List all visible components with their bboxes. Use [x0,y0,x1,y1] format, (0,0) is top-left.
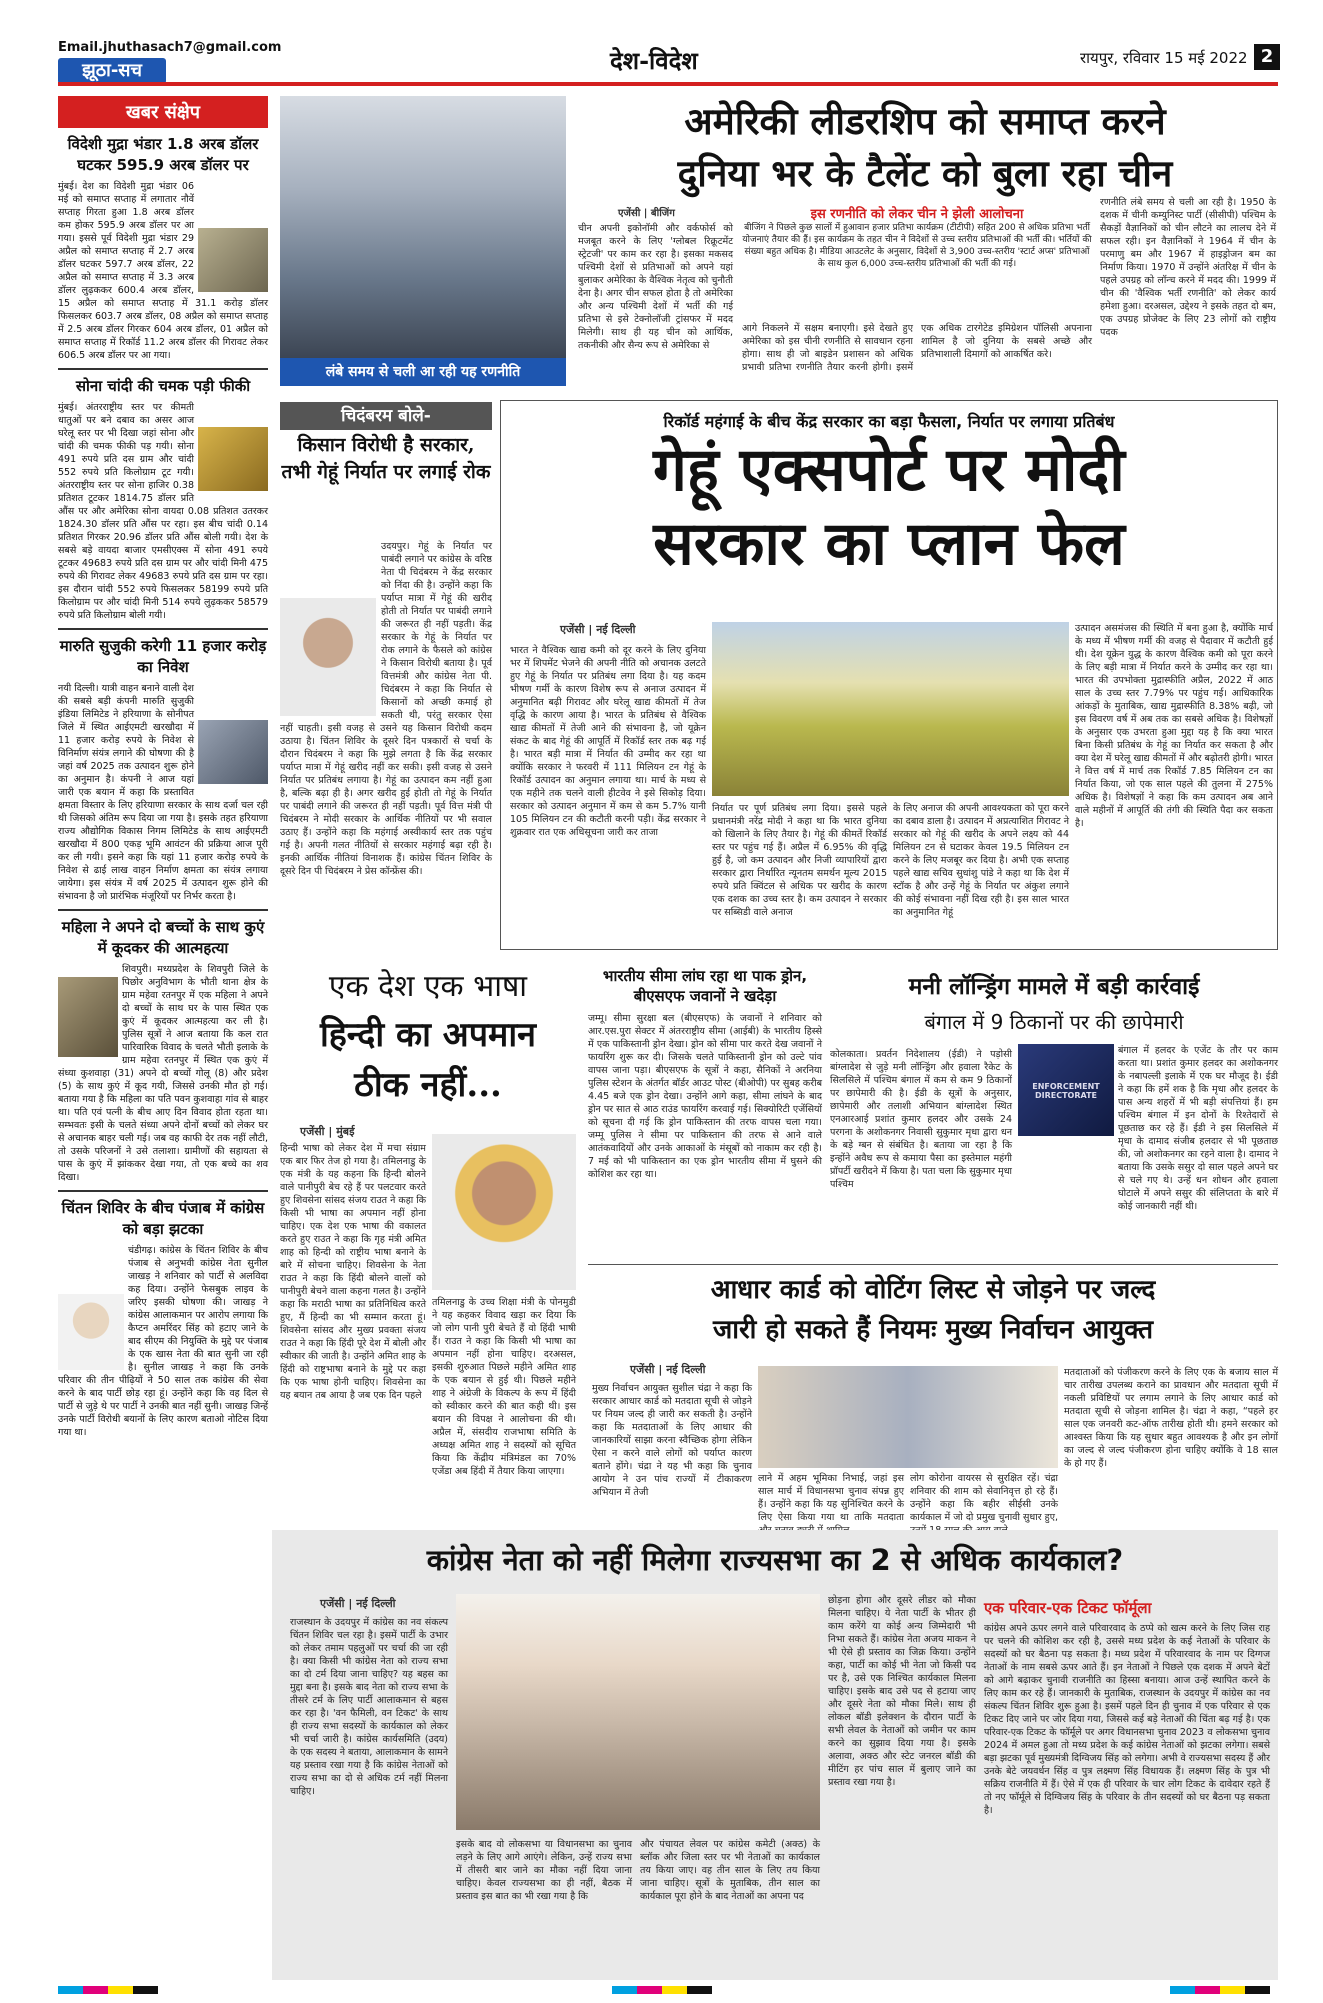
factory-photo [198,720,268,784]
crowd-photo [280,96,566,358]
brief-headline: विदेशी मुद्रा भंडार 1.8 अरब डॉलर घटकर 595.9 अरब डॉलर पर [67,135,259,174]
chidambaram-photo [280,598,376,716]
wheat-text-col3: के लिए अनाज की अपनी आवश्यकता को पूरा करने का दबाव डाला है। उत्पादन में अप्रत्याशित गिरावट ने सरकार को गेहूं की खरीद के अपने लक्ष्य को 44 मिलियन टन से घटाकर केवल 19.5 मिलियन टन करने के लिए मजबूर कर दिया है। अभी एक सप्ताह पहले खाद्य सचिव सुधांशु पांडे ने कहा था कि देश में स्टॉक है और उन्हें गेहूं के निर्यात पर अंकुश लगाने की कोई संभावना नहीं दिख रही है। इस साल भारत का अनुमानित गेहूं [893,803,1069,918]
print-color-bar [58,1986,158,1994]
laundering-headline: मनी लॉन्ड्रिंग मामले में बड़ी कार्रवाई [908,973,1200,1000]
hindi-agency: एजेंसी | मुंबई [300,1125,355,1138]
hindi-headline-line2: हिन्दी का अपमान [319,1015,537,1055]
congress-text-col3: और पंचायत लेवल पर कांग्रेस कमेटी (अक्ठ) के ब्लॉक और जिला स्तर पर भी नेताओं का कार्यकाल तय किया जाए। वह तीन साल के लिए तय किया जाना चाहिए। सूत्रों के मुताबिक, तीन साल का कार्यकाल पूरा होने के बाद नेताओं का अपना पद [640,1839,820,1902]
congress-agency: एजेंसी | नई दिल्ली [320,1597,396,1610]
section-title: देश-विदेश [610,46,698,75]
well-photo [58,977,118,1057]
chidambaram-kicker: चिदंबरम बोले- [280,402,492,430]
brief-headline: सोना चांदी की चमक पड़ी फीकी [75,377,251,395]
aadhaar-photo [758,1366,1058,1468]
photo-caption: लंबे समय से चली आ रही यह रणनीति [280,358,566,386]
congress-headline: कांग्रेस नेता को नहीं मिलेगा राज्यसभा का 2 से अधिक कार्यकाल? [426,1543,1124,1577]
email-text: Email.jhuthasach7@gmail.com [58,40,282,55]
china-text-col3: रणनीति लंबे समय से चली आ रही है। 1950 के दशक में चीनी कम्युनिस्ट पार्टी (सीसीपी) पश्चिम के सैकड़ों वैज्ञानिकों को चीन लौटने का लालच देने में सफल रही। इन वैज्ञानिकों ने 1964 में चीन के परमाणु बम और 1967 में हाइड्रोजन बम का निर्माण किया। 1970 में उन्होंने अंतरिक्ष में चीन के पहले उपग्रह को लॉन्च करने में मदद की। 1999 में चीन की 'वैश्विक भर्ती रणनीति' को लेकर कार्य हमेशा हुआ। दरअसल, उद्देश्य ने इसके तहत दो बम, एक उपग्रह प्रोजेक्ट के लिए 23 लोगों को राष्ट्रीय पदक [1100,197,1276,338]
print-color-bar [612,1986,712,1994]
wheat-agency: एजेंसी | नई दिल्ली [560,623,636,636]
divider [58,909,268,911]
aadhaar-headline-line1: आधार कार्ड को वोटिंग लिस्ट से जोड़ने पर जल्द [710,1275,1156,1305]
laundering-text-col1: कोलकाता। प्रवर्तन निदेशालय (ईडी) ने पड़ोसी बांग्लादेश से जुड़े मनी लॉन्ड्रिंग और हवाला रैकेट के सिलसिले में पश्चिम बंगाल में कम से कम 9 ठिकानों पर छापेमारी की है। ईडी के सूत्रों के अनुसार, छापेमारी और तलाशी अभियान बांग्लादेश स्थित एनआरआई प्रशांत कुमार हलदर और उसके 24 परगना के अशोकनगर निवासी सुकुमार मृधा द्वारा धन के बड़े ग्बन से संबंधित है। बताया जा रहा है कि इन्होंने अवैध रूप से कमाया पैसा का इस्तेमाल महंगी प्रॉपर्टी खरीदने में किया है। पता चला कि सुकुमार मृधा पश्चिम [830,1049,1012,1190]
brief-headline: मारुति सुजुकी करेगी 11 हजार करोड़ का निवेश [59,637,267,676]
brief-title: खबर संक्षेप [58,96,268,128]
aadhaar-agency: एजेंसी | नई दिल्ली [630,1363,706,1376]
brief-text: मुंबई। देश का विदेशी मुद्रा भंडार 06 मई को समाप्त सप्ताह में लगातार नौवें सप्ताह गिरता हुआ 1.8 अरब डॉलर कम होकर 595.9 अरब डॉलर पर आ गया। इससे पूर्व विदेशी मुद्रा भंडार 29 अप्रैल को समाप्त सप्ताह में 2.7 अरब डॉलर घटकर 597.7 अरब डॉलर, 22 अप्रैल को समाप्त सप्ताह में 3.3 अरब डॉलर लुढ़ककर 600.4 अरब डॉलर, 15 अप्रैल को समाप्त सप्ताह में 31.1 करोड़ डॉलर फिसलकर 603.7 अरब डॉलर, 08 अप्रैल को समाप्त सप्ताह में 2.5 अरब डॉलर गिरकर 604 अरब डॉलर, 01 अप्रैल को समाप्त सप्ताह में रिकॉर्ड 11.2 अरब डॉलर की गिरावट लेकर 606.5 अरब डॉलर पर आ गया। [58,181,268,361]
dateline: रायपुर, रविवार 15 मई 2022 [1080,49,1248,67]
brief-text: चंडीगढ़। कांग्रेस के चिंतन शिविर के बीच पंजाब से अनुभवी कांग्रेस नेता सुनील जाखड़ ने शनिवार को पार्टी से अलविदा कह दिया। उन्होंने फेसबुक लाइव के जरिए इसकी घोषणा की। जाखड़ ने कांग्रेस आलाकमान पर आरोप लगाया कि कैप्टन अमरिंदर सिंह को हटाए जाने के बाद सीएम की नियुक्ति के मुद्दे पर पंजाब के एक खास नेता की बात सुनी जा रही है। सुनील जाखड़ ने कहा कि उनके परिवार की तीन पीढ़ियों ने 50 साल तक कांग्रेस की सेवा करने के बाद पार्टी छोड़ रहा हूं। उन्होंने कहा कि वह दिल से पार्टी से जुड़े थे पर पार्टी ने उनकी बात नहीं सुनी। जाखड़ जिन्हें उनके पार्टी विरोधी बयानों के लिए कारण बताओ नोटिस दिया गया था। [58,1245,268,1438]
congress-text-col4: छोड़ना होगा और दूसरे लीडर को मौका मिलना चाहिए। ये नेता पार्टी के भीतर ही काम करेंगे या कोई अन्य जिम्मेदारी भी निभा सकते हैं। कांग्रेस नेता अजय माकन ने भी ऐसे ही प्रस्ताव का जिक्र किया। उन्होंने कहा, पार्टी का कोई भी नेता जो किसी पद पर है, उसे एक निश्चित कार्यकाल मिलना चाहिए। इसके बाद उसे पद से हटाया जाए और दूसरे नेता को मौका मिले। साथ ही लोकल बॉडी इलेक्शन के दौरान पार्टी के सभी लेवल के नेताओं को जमीन पर काम करने का सुझाव दिया गया है। इसके अलावा, अक्ठ और स्टेट जनरल बॉडी की मीटिंग हर पांच साल में बुलाए जाने का प्रस्ताव रखा गया है। [828,1595,976,1788]
divider [58,628,268,630]
china-text-col1: चीन अपनी इकोनॉमी और वर्कफोर्स को मजबूत करने के लिए 'ग्लोबल रिक्रूटमेंट स्ट्रेटजी' पर काम कर रहा है। इसका मकसद पश्चिमी देशों से प्रतिभाओं को अपने यहां बुलाकर अमेरिका के वैश्विक नेतृत्व को चुनौती देना है। अगर चीन सफल होता है तो अमेरिका और अन्य पश्चिमी देशों में भर्ती की गई प्रतिभा से इसे टेक्नोलॉजी ट्रांसफर में मदद मिलेगी। साथ ही यह चीन को आर्थिक, तकनीकी और सैन्य रूप से अमेरिका से [578,223,733,351]
divider [58,1190,268,1192]
brief-text: शिवपुरी। मध्यप्रदेश के शिवपुरी जिले के पिछोर अनुविभाग के भौती थाना क्षेत्र के ग्राम महेवा रतनपुर में एक महिला ने अपने दो बच्चों के साथ घर के पास स्थित एक कुएं में कूदकर आत्महत्या कर ली है। पुलिस सूत्रों ने आज बताया कि कल रात पारिवारिक विवाद के चलते भौती इलाके के ग्राम महेवा रतनपुर में स्थित एक कुएं में संध्या कुशवाहा (31) अपने दो बच्चों गोलू (8) और प्रदेश (5) के साथ कुएं में कूद गयी, जिससे उनकी मौत हो गई। बताया गया है कि महिला का पति पवन कुशवाहा गांव से बाहर था। पति एवं पत्नी के बीच आए दिन विवाद होता रहता था। सम्भवतः इसी के चलते संध्या अपने दोनों बच्चों को लेकर घर से अचानक बाहर चली गई। जब वह काफी देर तक नहीं लौटी, तो उसके परिजनों ने उसे तलाशा। ग्रामीणों की सहायता से पास के कुएं में झांककर देखा गया, तो एक बच्चे का शव दिखा। [58,964,268,1183]
congress-meeting-photo [456,1594,820,1830]
china-subheadline: इस रणनीति को लेकर चीन ने झेली आलोचना [810,207,1024,222]
family-ticket-text: कांग्रेस अपने ऊपर लगने वाले परिवारवाद के ठप्पे को खत्म करने के लिए जिस राह पर चलने की कोशिश कर रही है, उससे मध्य प्रदेश के कई नेताओं के परिवार के सदस्यों को घर बैठना पड़ सकता है। मध्य प्रदेश में परिवारवाद के नाम पर दिग्गज नेताओं के नाम सबसे ऊपर आते हैं। इन नेताओं ने पिछले एक दशक में अपने बेटों को आगे बढ़ाकर चुनावी राजनीति का हिस्सा बनाया। आज उन्हें स्थापित करने के लिए काम कर रहे हैं। जानकारी के मुताबिक, राजस्थान के उदयपुर में कांग्रेस का नव संकल्प चिंतन शिविर शुरू हुआ है। इसमें पहले दिन ही चुनाव में एक परिवार से एक टिकट दिए जाने पर जोर दिया गया, जिससे कई बड़े नेताओं की चिंता बढ़ गई है। एक परिवार-एक टिकट के फॉर्मूले पर अगर विधानसभा चुनाव 2023 व लोकसभा चुनाव 2024 में अमल हुआ तो मध्य प्रदेश के कई कांग्रेस नेताओं को झटका लगेगा। सबसे बड़ा झटका पूर्व मुख्यमंत्री दिग्विजय सिंह को लगेगा। अभी वे राज्यसभा सदस्य हैं और उनके बेटे जयवर्धन सिंह व पुत्र लक्ष्मण सिंह विधायक हैं। लक्ष्मण सिंह के पुत्र भी सक्रिय राजनीति में हैं। ऐसे में एक ही परिवार के चार लोग टिकट के दावेदार रहते हैं तो नए फॉर्मूले से दिग्विजय सिंह के परिवार के तीन सदस्यों को घर बैठना पड़ सकता है। [984,1623,1270,1816]
ed-photo [1018,1044,1114,1136]
header-rule [58,82,1278,86]
china-subtext: बीजिंग ने पिछले कुछ सालों में हुआवान हजार प्रतिभा कार्यक्रम (टीटीपी) सहित 200 से अधिक प्रतिभा भर्ती योजनाएं तैयार की हैं। इस कार्यक्रम के तहत चीन ने विदेशों से उच्च स्तरीय प्रतिभाओं की भर्ती की। भर्तियों की संख्या बहुत अधिक है। मीडिया आउटलेट के अनुसार, विदेशों से 3,900 उच्च-स्तरीय 'स्टार्ट अप्स' प्रतिभाओं के साथ कुल 6,000 उच्च-स्तरीय प्रतिभाओं की भर्ती की गई। [742,223,1092,269]
wheat-headline-line2: सरकार का प्लान फेल [653,509,1125,579]
brief-text: नयी दिल्ली। यात्री वाहन बनाने वाली देश की सबसे बड़ी कंपनी मारुति सुजुकी इंडिया लिमिटेड ने हरियाणा के सोनीपत जिले में स्थित आईएमटी खरखौदा में 11 हजार करोड़ रुपये के निवेश से विनिर्माण संयंत्र लगाने की घोषणा की है जहां वर्ष 2025 तक उत्पादन शुरू होने का अनुमान है। कंपनी ने आज यहां जारी एक बयान में कहा कि प्रस्तावित क्षमता विस्तार के लिए हरियाणा सरकार के साथ दर्जा चल रही थी जिसको अंतिम रूप दिया जा गया है। इसके तहत हरियाणा राज्य औद्योगिक विकास निगम लिमिटेड के साथ आईएमटी खरखौदा में 800 एकड़ भूमि आवंटन की प्रक्रिया आज पूरी कर ली गयी। इसने कहा कि यहां 11 हजार करोड़ रुपये के निवेश से ढाई लाख वाहन निर्माण क्षमता का संयंत्र लगाया जायेगा। इस संयंत्र में वर्ष 2025 में उत्पादन शुरू होने की संभावना है जो प्रारंभिक मंजूरियों पर निर्भर करता है। [58,683,268,902]
wheat-text-col1: भारत ने वैश्विक खाद्य कमी को दूर करने के लिए दुनिया भर में शिपमेंट भेजने की अपनी नीति को अचानक उलटते हुए गेहूं के निर्यात पर प्रतिबंध लगा दिया है। यह कदम भीषण गर्मी के कारण विशेष रूप से अनाज उत्पादन में अनुमानित बढ़ी गिरावट और घरेलू खाद्य कीमतों में तेज वृद्धि के कारण आया है। भारत के प्रतिबंध से वैश्विक खाद्य कीमतों में तेजी आने की संभावना है, जो यूक्रेन संकट के बाद गेहूं की आपूर्ति में रिकॉर्ड स्तर तक बढ़ गई है। भारत बड़ी मात्रा में निर्यात की उम्मीद कर रहा था क्योंकि सरकार ने फरवरी में 111 मिलियन टन गेहूं के रिकॉर्ड उत्पादन का अनुमान लगाया था। मार्च के मध्य से एक महीने तक चलने वाली हीटवेव ने इसे सिकोड़ दिया। सरकार को उत्पादन अनुमान में कम से कम 5.7% यानी 105 मिलियन टन की कटौती करनी पड़ी। केंद्र सरकार ने शुक्रवार रात एक अधिसूचना जारी कर ताजा [510,645,706,838]
jakhar-photo [58,1294,124,1370]
page-number: 2 [1254,44,1280,70]
hindi-text-col1: हिन्दी भाषा को लेकर देश में मचा संग्राम एक बार फिर तेज हो गया है। तमिलनाडु के एक मंत्री के यह कहना कि हिन्दी बोलने वाले पानीपुरी बेच रहे हैं पर पलटवार करते हुए शिवसेना सांसद संजय राउत ने कहा कि किसी भी भाषा का अपमान नहीं होना चाहिए। एक देश एक भाषा की वकालत करते हुए राउत ने कहा कि गृह मंत्री अमित शाह को हिन्दी को राष्ट्रीय भाषा बनाने के बारे में सोचना चाहिए। शिवसेना के नेता राउत ने कहा कि हिंदी बोलने वालों को पानीपुरी बेचने वाला कहना गलत है। उन्होंने कहा कि मराठी भाषा का प्रतिनिधित्व करते हुए, मैं हिन्दी का भी सम्मान करता हूं। शिवसेना सांसद और मुख्य प्रवक्ता संजय राउत ने कहा कि हिंदी पूरे देश में बोली और स्वीकार की जाती है। उन्होंने अमित शाह के हिंदी को राष्ट्रभाषा बनाने के मुद्दे पर कहा कि एक भाषा होनी चाहिए। शिवसेना का यह बयान तब आया है जब एक दिन पहले [280,1143,426,1401]
print-color-bar [1170,1986,1270,1994]
aadhaar-text-col4: मतदाताओं को पंजीकरण करने के लिए एक के बजाय साल में चार तारीख उपलब्ध कराने का प्रावधान और मतदाता सूची में नकली प्रविष्टियों पर लगाम लगाने के लिए आधार कार्ड को मतदाता सूची से जोड़ना शामिल है। चंद्रा ने कहा, “पहले हर साल एक जनवरी कट-ऑफ तारीख होती थी। हमने सरकार को आश्वस्त किया कि यह सुधार बहुत आवश्यक है और इन लोगों का जल्द से जल्द पंजीकरण होना चाहिए क्योंकि वे 18 साल के हो गए हैं। [1064,1367,1278,1469]
china-text-col2: आगे निकलने में सक्षम बनाएगी। इसे देखते हुए अमेरिका को इस चीनी रणनीति से सावधान रहना होगा। साथ ही जो बाइडेन प्रशासन को अधिक प्रभावी प्रतिभा रणनीति तैयार करनी होगी। इसमें एक अधिक टारगेटेड इमिग्रेशन पॉलिसी अपनाना शामिल है जो दुनिया के सबसे अच्छे और प्रतिभाशाली दिमागों को आकर्षित करे। [742,323,1092,373]
laundering-text-col2: बंगाल में हलदर के एजेंट के तौर पर काम करता था। प्रशांत कुमार हलदर का अशोकनगर के नबापल्ली इलाके में एक घर मौजूद है। ईडी ने कहा कि हमें शक है कि मृधा और हलदर के पास अन्य शहरों में भी बड़ी संपत्तियां हैं। हम पश्चिम बंगाल में इन दोनों के रिश्तेदारों से पूछताछ कर रहे हैं। ईडी ने इस सिलसिले में मृधा के दामाद संजीब हलदार से भी पूछताछ की, जो अशोकनगर का रहने वाला है। दामाद ने बताया कि उसके ससुर दो साल पहले अपने घर से चले गए थे। उन्हें धन शोधन और हवाला घोटाले में अपने ससुर की संलिप्तता के बारे में कोई जानकारी नहीं थी। [1118,1045,1278,1212]
ed-photo-label: ENFORCEMENT DIRECTORATE [1032,1082,1100,1100]
hindi-text-col2: तमिलनाडु के उच्च शिक्षा मंत्री के पोनमुडी ने यह कहकर विवाद खड़ा कर दिया कि जो लोग पानी पुरी बेचते हैं वो हिंदी भाषी हैं। राउत ने कहा कि किसी भी भाषा का अपमान नहीं होना चाहिए। दरअसल, इसकी शुरुआत पिछले महीने अमित शाह के एक बयान से हुई थी। पिछले महीने शाह ने अंग्रेजी के विकल्प के रूप में हिंदी को स्वीकार करने की बात कही थी। इस बयान की विपक्ष ने आलोचना की थी। अप्रैल में, संसदीय राजभाषा समिति के अध्यक्ष अमित शाह ने सदस्यों को सूचित किया कि केंद्रीय मंत्रिमंडल का 70% एजेंडा अब हिंदी में तैयार किया जाएगा। [432,1297,576,1477]
aadhaar-rule-top [588,1264,1278,1265]
wheat-text-col4: उत्पादन असमंजस की स्थिति में बना हुआ है, क्योंकि मार्च के मध्य में भीषण गर्मी की वजह से पैदावार में कटौती हुई थी। देश यूक्रेन युद्ध के कारण वैश्विक कमी को पूरा करने के लिए बड़ी मात्रा में निर्यात करने के उम्मीद कर रहा था। भारत की उपभोक्ता मुद्रास्फीति अप्रैल, 2022 में आठ साल के उच्च स्तर 7.79% पर पहुंच गई। आधिकारिक आंकड़ों के मुताबिक, खाद्य मुद्रास्फीति 8.38% बढ़ी, जो इस विवरण वर्ष में अब तक का सबसे अधिक है। विशेषज्ञों के अनुसार एक उभरता हुआ मुद्दा यह है कि क्या भारत बिना किसी प्रतिबंध के गेहूं का निर्यात कर सकता है और क्या देश में घरेलू खाद्य कीमतों में और बढ़ोतरी होगी। भारत ने वित्त वर्ष में मार्च तक रिकॉर्ड 7.85 मिलियन टन का निर्यात किया, जो एक साल पहले की तुलना में 275% अधिक है। विशेषज्ञों ने कहा कि कम उत्पादन अब आने वाले महीनों में आपूर्ति की तंगी की स्थिति पैदा कर सकता है। [1075,623,1273,829]
wheat-headline-line1: गेहूं एक्सपोर्ट पर मोदी [653,435,1125,505]
family-ticket-title: एक परिवार-एक टिकट फॉर्मूला [984,1599,1152,1617]
aadhaar-text-col2: लाने में अहम भूमिका निभाई, जहां इस साल मार्च में विधानसभा चुनाव संपन्न हुए हैं। उन्होंने कहा कि यह सुनिश्चित करने के लिए ऐसा किया गया था ताकि मतदाता [758,1473,904,1523]
border-headline: भारतीय सीमा लांघ रहा था पाक ड्रोन, बीएसएफ जवानों ने खदेड़ा [602,967,808,1005]
currency-photo [198,228,268,292]
paper-logo: झूठा-सच [58,58,166,84]
aadhaar-headline-line2: जारी हो सकते हैं नियमः मुख्य निर्वाचन आयुक्त [712,1315,1154,1345]
china-headline-line2: दुनिया भर के टैलेंट को बुला रहा चीन [677,151,1173,195]
congress-text-col2: इसके बाद वो लोकसभा या विधानसभा का चुनाव लड़ने के लिए आगे आएंगे। लेकिन, उन्हें राज्य सभा में तीसरी बार जाने का मौका नहीं दिया जाना चाहिए। केवल राज्यसभा का ही नहीं, बैठक में प्रस्ताव इस बात का भी रखा गया है कि [456,1839,632,1902]
china-agency: एजेंसी | बीजिंग [618,208,675,219]
divider [58,368,268,370]
border-text: जम्मू। सीमा सुरक्षा बल (बीएसएफ) के जवानों ने शनिवार को आर.एस.पुरा सेक्टर में अंतरराष्ट्रीय सीमा (आईबी) के भारतीय हिस्से में एक पाकिस्तानी ड्रोन देखा। ड्रोन को सीमा पार करते देख जवानों ने फायरिंग शुरू कर दी। जिसके चलते पाकिस्तानी ड्रोन को उल्टे पांव वापस जाना पड़ा। बीएसएफ के सूत्रों ने कहा, सैनिकों ने अरनिया पुलिस स्टेशन के अंतर्गत बॉर्डर आउट पोस्ट (बीओपी) पर सुबह करीब 4.45 बजे एक ड्रोन देखा। उन्होंने आगे कहा, सीमा लांघने के बाद ड्रोन पर सात से आठ राउंड फायरिंग करवाई गई। सिक्योरिटी एजेंसियों को सूचना दी गई कि ड्रोन पाकिस्तान की तरफ वापस चला गया। जम्मू पुलिस ने सीमा पर पाकिस्तान की तरफ से आने वाले आतंकवादियों और उनके आकाओं के मंसूबों को नाकाम कर रही है। 7 मई को भी पाकिस्तान का एक ड्रोन भारतीय सीमा में घुसने की कोशिश कर रहा था। [588,1013,822,1180]
harvester-photo [712,622,1069,796]
congress-text-col1: राजस्थान के उदयपुर में कांग्रेस का नव संकल्प चिंतन शिविर चल रहा है। इसमें पार्टी के उभार को लेकर तमाम पहलुओं पर चर्चा की जा रही है। क्या किसी भी कांग्रेस नेता को राज्य सभा का दो टर्म दिया जाना चाहिए? यह बहस का मुद्दा बना है। इसके बाद नेता को राज्य सभा के तीसरे टर्म के लिए पार्टी आलाकमान से बहस कर रहा है। 'वन फैमिली, वन टिकट' के साथ ही राज्य सभा सदस्यों के कार्यकाल को लेकर भी चर्चा जारी है। कांग्रेस कार्यसमिति (उदय) के एक सदस्य ने बताया, आलाकमान के सामने यह प्रस्ताव रखा गया है कि कांग्रेस नेताओं को राज्य सभा का दो से अधिक टर्म नहीं मिलना चाहिए। [290,1617,448,1797]
brief-headline: महिला ने अपने दो बच्चों के साथ कुएं में कूदकर की आत्महत्या [61,918,265,957]
hindi-headline-line1: एक देश एक भाषा [328,969,528,1004]
laundering-subheadline: बंगाल में 9 ठिकानों पर की छापेमारी [924,1010,1184,1034]
aadhaar-text-col1: मुख्य निर्वाचन आयुक्त सुशील चंद्रा ने कहा कि सरकार आधार कार्ड को मतदाता सूची से जोड़ने पर नियम जल्द ही जारी कर सकती है। उन्होंने कहा कि मतदाताओं के लिए आधार की जानकारियों साझा करना स्वैच्छिक होगा लेकिन ऐसा न करने वाले लोगों को पर्याप्त कारण बताने होंगे। चंद्रा ने यह भी कहा कि चुनाव आयोग ने उन पांच राज्यों में टीकाकरण अभियान में तेजी [592,1383,752,1498]
chidambaram-text: उदयपुर। गेहूं के निर्यात पर पाबंदी लगाने पर कांग्रेस के वरिष्ठ नेता पी चिदंबरम ने केंद्र सरकार को निंदा की है। उन्होंने कहा कि पर्याप्त मात्रा में गेहूं की खरीद होती तो निर्यात पर पाबंदी लगाने की जरूरत ही नहीं पड़ती। केंद्र सरकार के गेहूं के निर्यात पर रोक लगाने के फैसले को कांग्रेस ने किसान विरोधी बताया है। पूर्व वित्तमंत्री और कांग्रेस नेता पी. चिदंबरम ने कहा कि निर्यात से किसानों को अच्छी कमाई हो सकती थी, परंतु सरकार ऐसा नहीं चाहती। इसी वजह से उसने यह किसान विरोधी कदम उठाया है। चिंतन शिविर के दूसरे दिन पत्रकारों से चर्चा के दौरान चिदंबरम ने कहा कि मुझे लगता है कि केंद्र सरकार पर्याप्त मात्रा में गेहूं खरीद नहीं कर सकी। इसी वजह से उसने निर्यात पर प्रतिबंध लगाया है। गेहूं का उत्पादन कम नहीं हुआ है, बल्कि बढ़ा ही है। अगर खरीद हुई होती तो गेहूं के निर्यात पर पाबंदी लगाने की जरूरत ही नहीं पड़ती। पूर्व वित्त मंत्री पी चिदंबरम ने मोदी सरकार के आर्थिक नीतियों पर भी सवाल उठाए हैं। उन्होंने कहा कि महंगाई अस्वीकार्य स्तर तक पहुंच गई है। अपनी गलत नीतियों से सरकार महंगाई बढ़ा रही है। इनकी आर्थिक नीतियां विनाशक हैं। कांग्रेस चिंतन शिविर के दूसरे दिन पी चिदंबरम ने प्रेस कॉन्फ्रेंस की। [280,541,492,877]
aadhaar-text-col3: लोग कोरोना वायरस से सुरक्षित रहें। चंद्रा शनिवार की शाम को सेवानिवृत्त हो रहे हैं। उन्होंने कहा कि बहीर सीईसी उनके कार्यकाल में जो दो प्रमुख चुनावी सुधार हुए, [910,1473,1058,1523]
page-header [0,0,1323,82]
news-brief-column [58,96,268,1986]
raut-photo [432,1134,576,1290]
gold-photo [198,427,268,491]
brief-headline: चिंतन शिविर के बीच पंजाब में कांग्रेस को बड़ा झटका [61,1199,265,1238]
china-headline-line1: अमेरिकी लीडरशिप को समाप्त करने [684,99,1166,143]
wheat-text-col2: निर्यात पर पूर्ण प्रतिबंध लगा दिया। इससे पहले प्रधानमंत्री नरेंद्र मोदी ने कहा था कि भारत दुनिया को खिलाने के लिए तैयार है। गेहूं की कीमतें रिकॉर्ड स्तर पर पहुंच गई हैं। अप्रैल में 6.95% की वृद्धि हुई है, जो कम उत्पादन और निजी व्यापारियों द्वारा सरकार द्वारा निर्धारित न्यूनतम समर्थन मूल्य 2015 रुपये प्रति क्विंटल से अधिक पर खरीद के कारण एक दशक का उच्च स्तर है। कम उत्पादन ने सरकार पर सब्सिडी वाले अनाज [712,803,887,918]
wheat-overline: रिकॉर्ड महंगाई के बीच केंद्र सरकार का बड़ा फैसला, निर्यात पर लगाया प्रतिबंध [663,412,1115,431]
chidambaram-headline: किसान विरोधी है सरकार, तभी गेहूं निर्यात पर लगाई रोक [281,434,491,483]
brief-text: मुंबई। अंतरराष्ट्रीय स्तर पर कीमती धातुओं पर बने दबाव का असर आज घरेलू स्तर पर भी दिखा जहां सोना और चांदी की चमक फीकी पड़ गयी। सोना 491 रुपये प्रति दस ग्राम और चांदी 552 रुपये प्रति किलोग्राम टूट गयी। अंतरराष्ट्रीय स्तर पर सोना हाजिर 0.38 प्रतिशत टूटकर 1814.75 डॉलर प्रति औंस पर और अमेरिका सोना वायदा 0.08 प्रतिशत उतरकर 1824.30 डॉलर प्रति औंस पर रहा। इस बीच चांदी 0.14 प्रतिशत गिरकर 20.96 डॉलर प्रति औंस बोली गयी। देश के सबसे बड़े वायदा बाजार एमसीएक्स में सोना 491 रुपये टूटकर 49683 रुपये प्रति दस ग्राम पर और चांदी मिनी 475 रुपये की गिरावट लेकर 49683 रुपये प्रति दस ग्राम पर रहा। इस दौरान चांदी 552 रुपये फिसलकर 58199 रुपये प्रति किलोग्राम पर और चांदी मिनी 514 रुपये लुढ़ककर 58579 रुपये प्रति किलोग्राम बोली गयी। [58,402,268,621]
hindi-headline-line3: ठीक नहीं... [354,1065,502,1105]
